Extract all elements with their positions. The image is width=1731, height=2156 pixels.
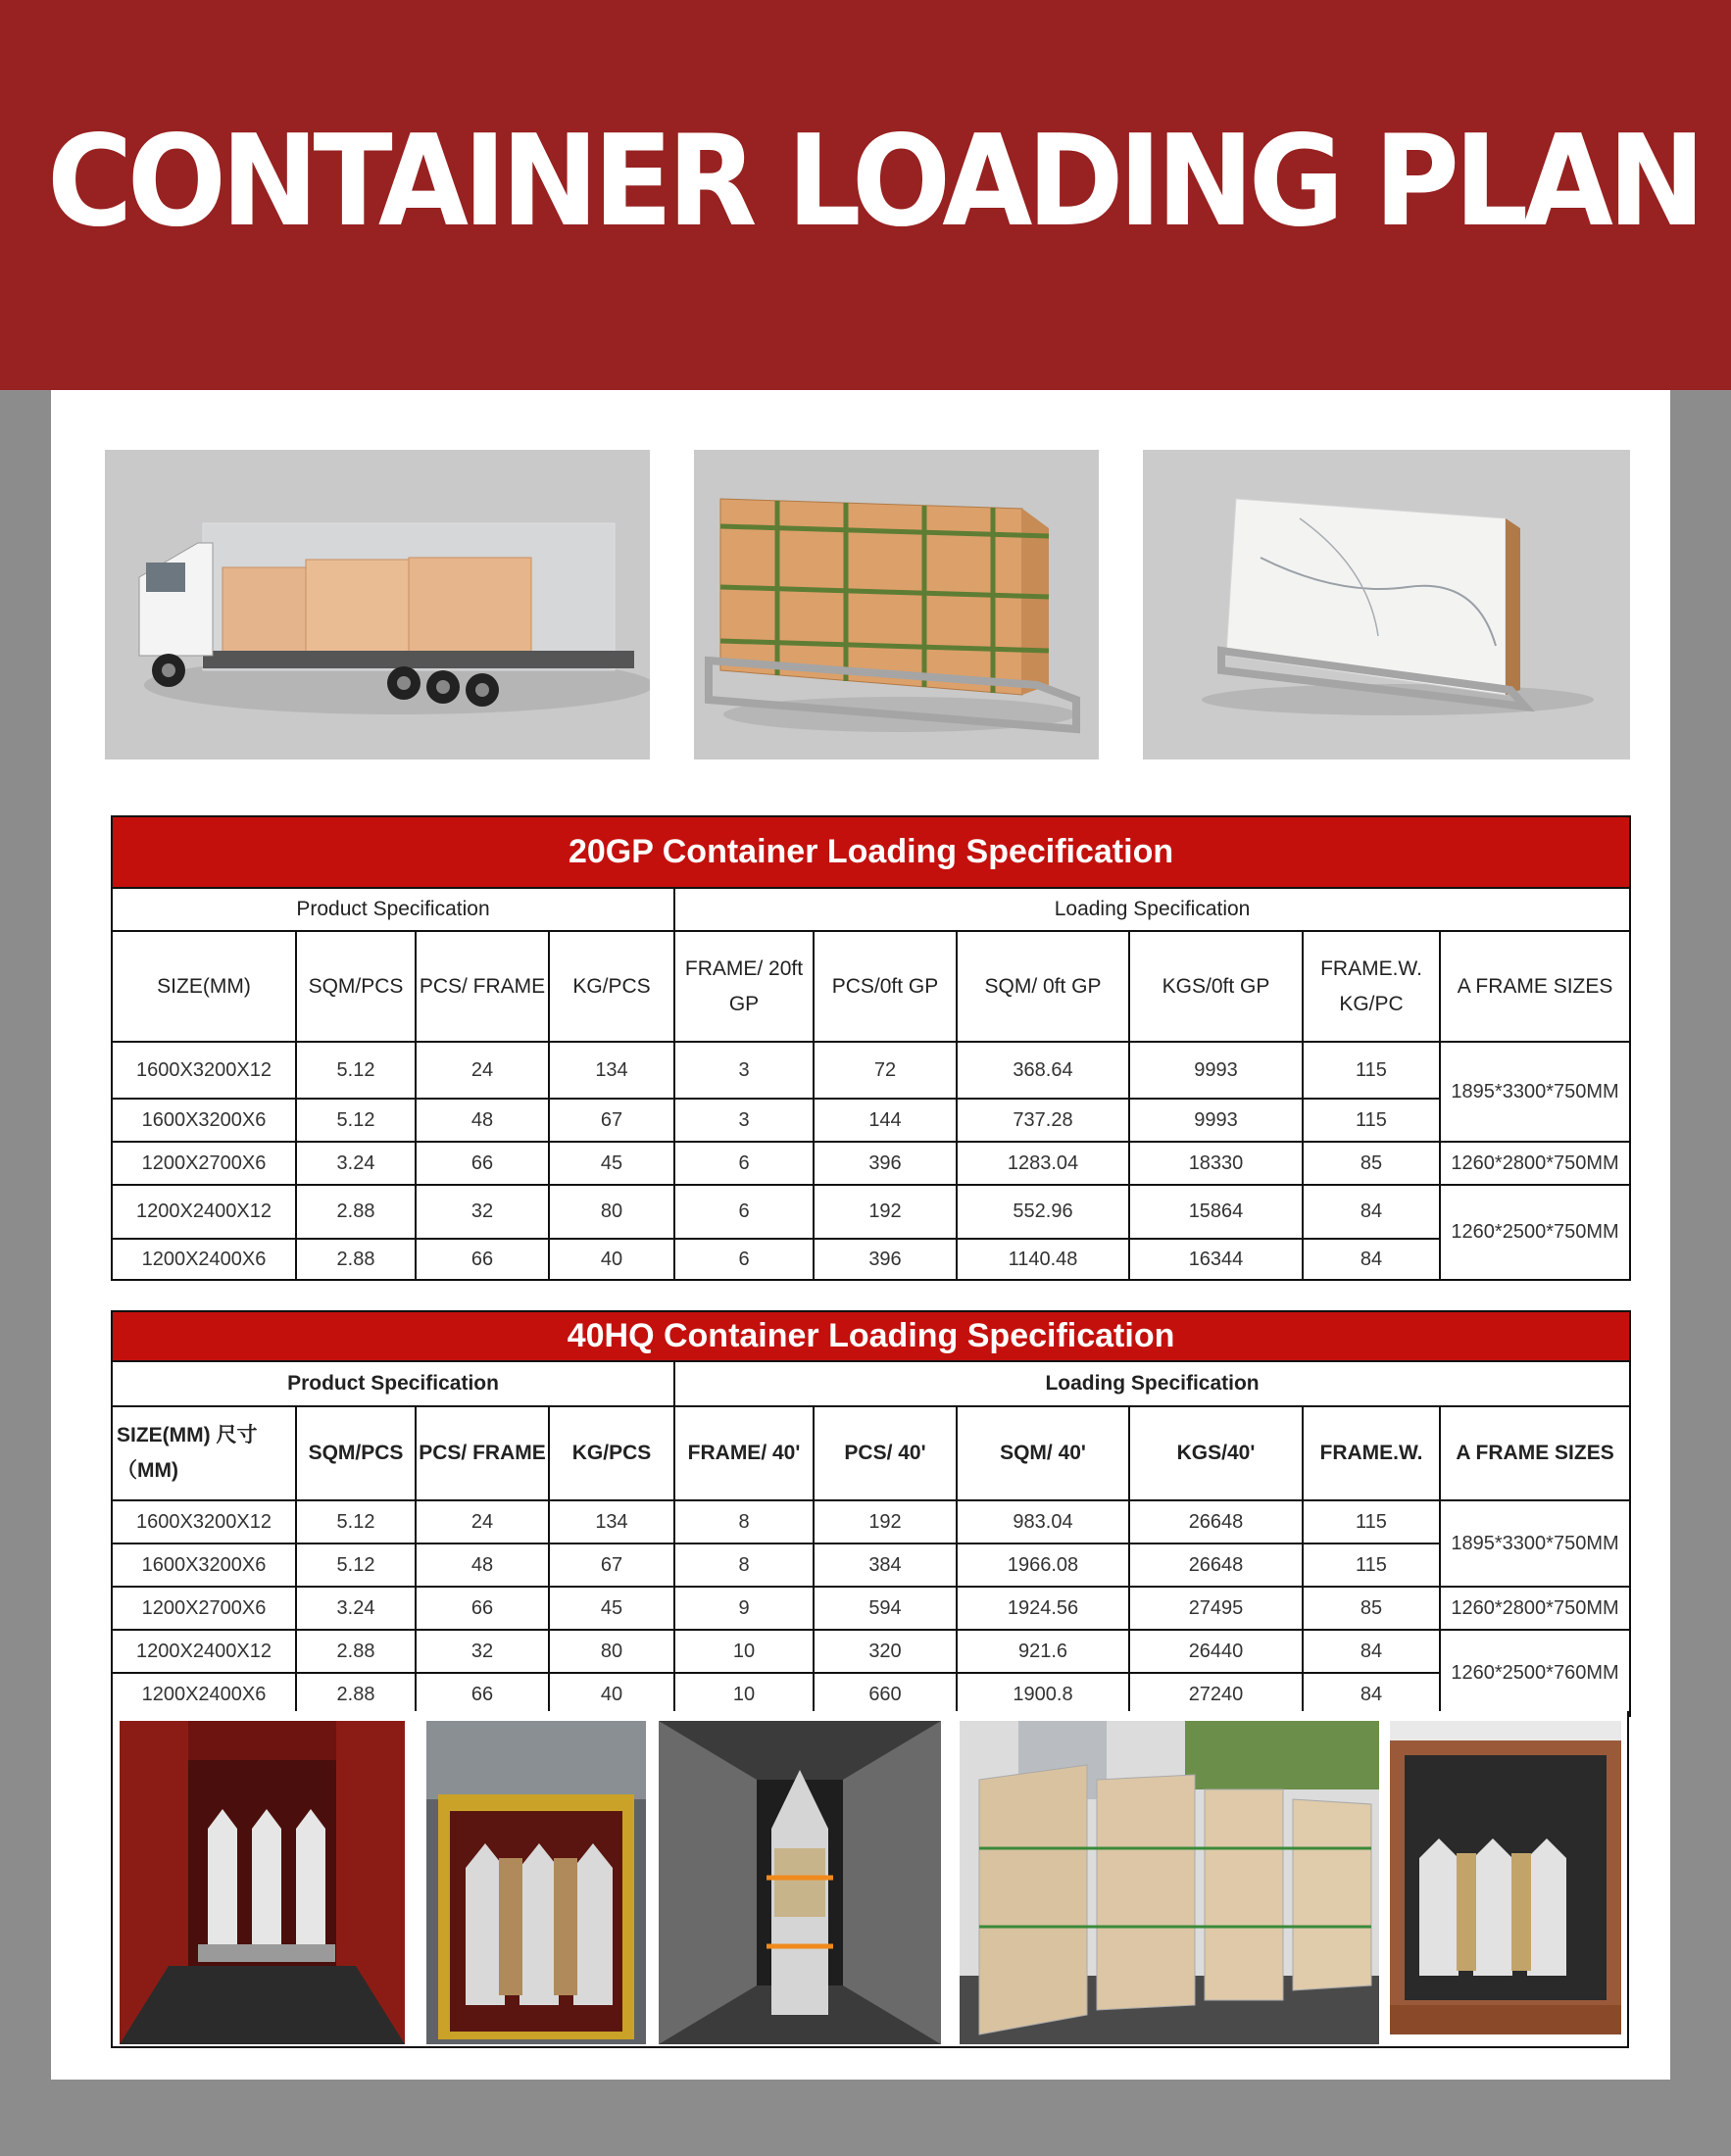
- col-header: PCS/ FRAME: [416, 931, 549, 1042]
- cell: 10: [674, 1673, 814, 1716]
- col-header: FRAME.W.: [1303, 1406, 1440, 1500]
- cell: 24: [416, 1500, 549, 1544]
- cell: 27495: [1129, 1587, 1303, 1630]
- cell: 9: [674, 1587, 814, 1630]
- cell: 84: [1303, 1239, 1440, 1280]
- cell: 3.24: [296, 1587, 416, 1630]
- cell: 9993: [1129, 1099, 1303, 1142]
- col-header: KG/PCS: [549, 1406, 674, 1500]
- cell: 1600X3200X6: [112, 1544, 296, 1587]
- col-header: A FRAME SIZES: [1440, 931, 1630, 1042]
- table-row: [112, 1142, 1630, 1185]
- cell: 66: [416, 1673, 549, 1716]
- cell: 84: [1303, 1185, 1440, 1239]
- cell: 396: [814, 1142, 957, 1185]
- cell: 24: [416, 1042, 549, 1099]
- marble-slab-a-frame-image: [1143, 450, 1630, 760]
- cell: 5.12: [296, 1099, 416, 1142]
- cell: 396: [814, 1239, 957, 1280]
- cell: 85: [1303, 1142, 1440, 1185]
- cell: 40: [549, 1239, 674, 1280]
- cell: 6: [674, 1239, 814, 1280]
- col-header: PCS/0ft GP: [814, 931, 957, 1042]
- col-header: KGS/0ft GP: [1129, 931, 1303, 1042]
- cell: 1200X2400X6: [112, 1673, 296, 1716]
- cell: 552.96: [957, 1185, 1129, 1239]
- table-row: [112, 1099, 1630, 1142]
- cell: 32: [416, 1630, 549, 1673]
- wrapped-frames-outdoor-image: [960, 1721, 1379, 2044]
- table-row: [112, 1042, 1630, 1099]
- table-row: [112, 1673, 1630, 1716]
- truck-with-frames-image: [105, 450, 650, 760]
- red-container-loaded-image: [120, 1721, 405, 2044]
- cell: 3: [674, 1042, 814, 1099]
- table-row: [112, 1500, 1630, 1544]
- cell: 72: [814, 1042, 957, 1099]
- col-header: KG/PCS: [549, 931, 674, 1042]
- cell: 384: [814, 1544, 957, 1587]
- col-header: KGS/40': [1129, 1406, 1303, 1500]
- cell: 8: [674, 1500, 814, 1544]
- cell: 26648: [1129, 1544, 1303, 1587]
- cell: 320: [814, 1630, 957, 1673]
- cell: 18330: [1129, 1142, 1303, 1185]
- table-20gp: [111, 815, 1631, 1281]
- cell: 45: [549, 1142, 674, 1185]
- table-row: [112, 1587, 1630, 1630]
- cell: 1200X2700X6: [112, 1142, 296, 1185]
- cell: 67: [549, 1099, 674, 1142]
- cell: 5.12: [296, 1042, 416, 1099]
- cell: 80: [549, 1185, 674, 1239]
- cell: 48: [416, 1544, 549, 1587]
- cell: 1140.48: [957, 1239, 1129, 1280]
- cell: 5.12: [296, 1500, 416, 1544]
- cell: 3.24: [296, 1142, 416, 1185]
- cell: 1283.04: [957, 1142, 1129, 1185]
- group-loading-spec: Loading Specification: [674, 1361, 1630, 1406]
- cell: 9993: [1129, 1042, 1303, 1099]
- cell: 983.04: [957, 1500, 1129, 1544]
- col-header: SIZE(MM) 尺寸（MM): [112, 1406, 296, 1500]
- cell: 115: [1303, 1099, 1440, 1142]
- cell: 1200X2400X6: [112, 1239, 296, 1280]
- cell: 85: [1303, 1587, 1440, 1630]
- frame-size-cell: 1260*2500*760MM: [1440, 1630, 1630, 1716]
- cell: 10: [674, 1630, 814, 1673]
- group-product-spec: Product Specification: [112, 888, 674, 931]
- cell: 134: [549, 1500, 674, 1544]
- frame-size-cell: 1260*2800*750MM: [1440, 1142, 1630, 1185]
- col-header: SQM/ 40': [957, 1406, 1129, 1500]
- table-40hq: [111, 1310, 1631, 1717]
- cell: 2.88: [296, 1630, 416, 1673]
- cell: 84: [1303, 1630, 1440, 1673]
- cell: 2.88: [296, 1239, 416, 1280]
- cell: 2.88: [296, 1673, 416, 1716]
- col-header: FRAME.W. KG/PC: [1303, 931, 1440, 1042]
- cell: 1200X2400X12: [112, 1185, 296, 1239]
- group-loading-spec: Loading Specification: [674, 888, 1630, 931]
- header-banner: [0, 0, 1731, 390]
- cell: 40: [549, 1673, 674, 1716]
- yellow-container-loaded-image: [426, 1721, 646, 2044]
- col-header: A FRAME SIZES: [1440, 1406, 1630, 1500]
- table-row: [112, 1630, 1630, 1673]
- cell: 1200X2400X12: [112, 1630, 296, 1673]
- cell: 8: [674, 1544, 814, 1587]
- table-row: [112, 1544, 1630, 1587]
- cell: 192: [814, 1500, 957, 1544]
- col-header: PCS/ 40': [814, 1406, 957, 1500]
- col-header: FRAME/ 40': [674, 1406, 814, 1500]
- cell: 84: [1303, 1673, 1440, 1716]
- cell: 1924.56: [957, 1587, 1129, 1630]
- cell: 80: [549, 1630, 674, 1673]
- cell: 1600X3200X12: [112, 1500, 296, 1544]
- cell: 15864: [1129, 1185, 1303, 1239]
- col-header: PCS/ FRAME: [416, 1406, 549, 1500]
- cell: 16344: [1129, 1239, 1303, 1280]
- table-title: 40HQ Container Loading Specification: [112, 1311, 1630, 1361]
- col-header: FRAME/ 20ft GP: [674, 931, 814, 1042]
- frame-size-cell: 1260*2500*750MM: [1440, 1185, 1630, 1280]
- cell: 66: [416, 1587, 549, 1630]
- container-rear-view-image: [1390, 1721, 1621, 2034]
- cell: 32: [416, 1185, 549, 1239]
- table-row: [112, 1185, 1630, 1239]
- cell: 921.6: [957, 1630, 1129, 1673]
- table-title: 20GP Container Loading Specification: [112, 816, 1630, 888]
- cell: 594: [814, 1587, 957, 1630]
- page-title: CONTAINER LOADING PLAN: [47, 109, 1701, 255]
- cell: 1200X2700X6: [112, 1587, 296, 1630]
- col-header: SQM/PCS: [296, 1406, 416, 1500]
- cell: 6: [674, 1185, 814, 1239]
- cell: 66: [416, 1142, 549, 1185]
- cell: 115: [1303, 1544, 1440, 1587]
- cell: 1600X3200X6: [112, 1099, 296, 1142]
- cell: 1966.08: [957, 1544, 1129, 1587]
- cell: 48: [416, 1099, 549, 1142]
- cell: 134: [549, 1042, 674, 1099]
- cell: 3: [674, 1099, 814, 1142]
- group-product-spec: Product Specification: [112, 1361, 674, 1406]
- frame-size-cell: 1895*3300*750MM: [1440, 1500, 1630, 1587]
- cell: 45: [549, 1587, 674, 1630]
- col-header: SIZE(MM): [112, 931, 296, 1042]
- cell: 26440: [1129, 1630, 1303, 1673]
- frame-size-cell: 1260*2800*750MM: [1440, 1587, 1630, 1630]
- cell: 1900.8: [957, 1673, 1129, 1716]
- container-airbag-image: [659, 1721, 941, 2044]
- frame-size-cell: 1895*3300*750MM: [1440, 1042, 1630, 1142]
- cell: 2.88: [296, 1185, 416, 1239]
- cell: 26648: [1129, 1500, 1303, 1544]
- cell: 737.28: [957, 1099, 1129, 1142]
- cell: 27240: [1129, 1673, 1303, 1716]
- col-header: SQM/PCS: [296, 931, 416, 1042]
- cell: 192: [814, 1185, 957, 1239]
- cell: 5.12: [296, 1544, 416, 1587]
- col-header: SQM/ 0ft GP: [957, 931, 1129, 1042]
- cell: 115: [1303, 1042, 1440, 1099]
- cell: 66: [416, 1239, 549, 1280]
- wrapped-a-frame-image: [694, 450, 1099, 760]
- table-row: [112, 1239, 1630, 1280]
- cell: 6: [674, 1142, 814, 1185]
- cell: 115: [1303, 1500, 1440, 1544]
- cell: 660: [814, 1673, 957, 1716]
- cell: 1600X3200X12: [112, 1042, 296, 1099]
- cell: 144: [814, 1099, 957, 1142]
- cell: 368.64: [957, 1042, 1129, 1099]
- cell: 67: [549, 1544, 674, 1587]
